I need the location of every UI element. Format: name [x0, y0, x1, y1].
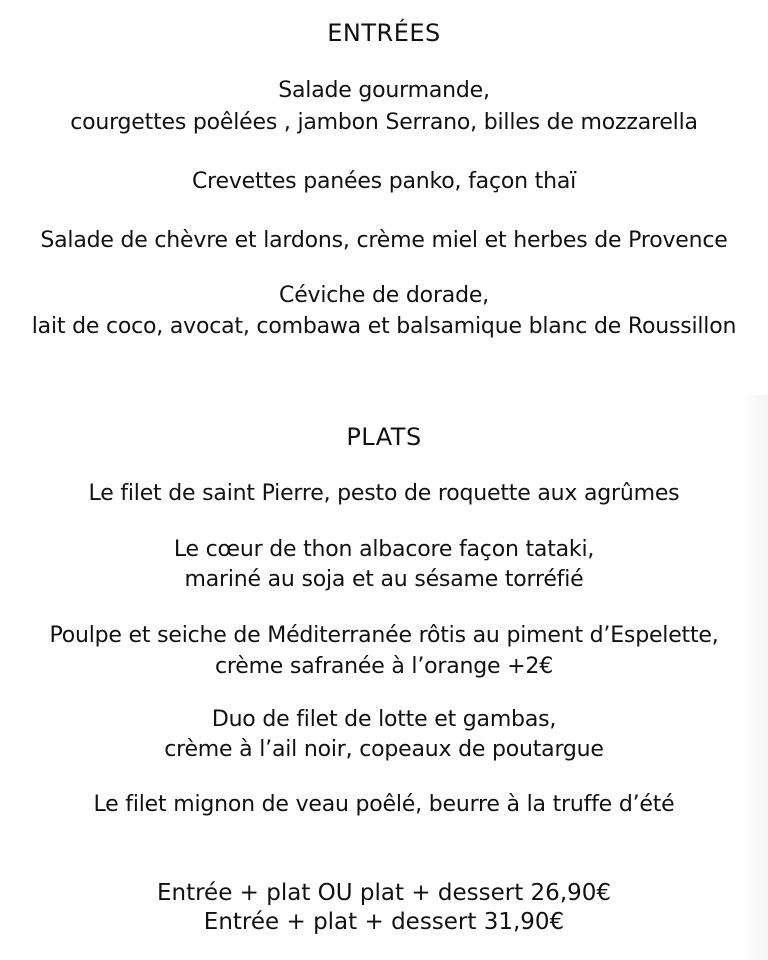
plat-2-title: Le cœur de thon albacore façon tataki, [173, 537, 595, 562]
plat-4-description: crème à l’ail noir, copeaux de poutargue [164, 737, 604, 762]
entree-3-title: Salade de chèvre et lardons, crème miel et herbes de Provence [40, 228, 728, 253]
entree-4-title: Céviche de dorade, [279, 283, 489, 308]
plat-3-title: Poulpe et seiche de Méditerranée rôtis au piment d’Espelette, [49, 623, 719, 648]
plat-4-title: Duo de filet de lotte et gambas, [211, 707, 557, 732]
plats-heading: PLATS [346, 423, 422, 451]
plat-5-title: Le filet mignon de veau poêlé, beurre à la truffe d’été [93, 792, 675, 817]
formula-price-1: Entrée + plat OU plat + dessert 26,90€ [156, 880, 612, 906]
plat-1-title: Le filet de saint Pierre, pesto de roquette aux agrûmes [88, 481, 680, 506]
entrees-heading: ENTRÉES [327, 19, 441, 47]
plat-3-description: crème safranée à l’orange +2€ [214, 654, 553, 679]
plat-2-description: mariné au soja et au sésame torréfié [184, 567, 584, 592]
formula-price-2: Entrée + plat + dessert 31,90€ [203, 909, 565, 935]
entree-1-description: courgettes poêlées , jambon Serrano, billes de mozzarella [70, 110, 698, 135]
entree-2-title: Crevettes panées panko, façon thaï [191, 169, 577, 194]
entree-4-description: lait de coco, avocat, combawa et balsamique blanc de Roussillon [31, 314, 737, 339]
entree-1-title: Salade gourmande, [278, 78, 490, 103]
